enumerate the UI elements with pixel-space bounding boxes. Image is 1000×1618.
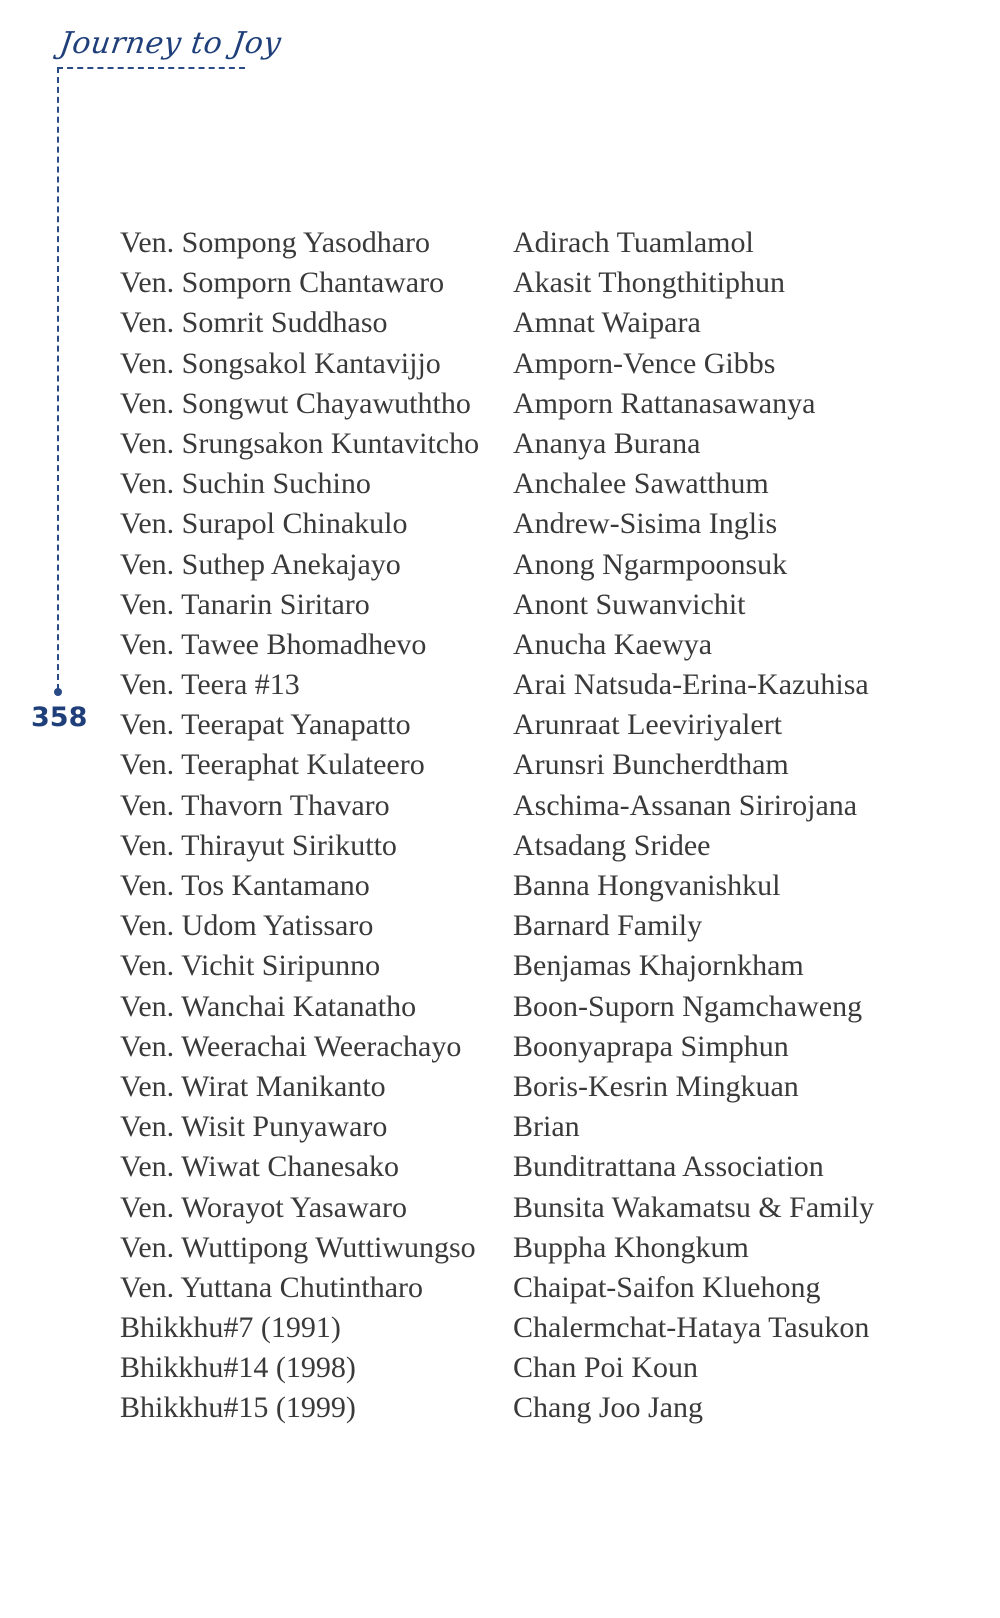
list-item: Ven. Tawee Bhomadhevo (120, 627, 427, 661)
list-item: Chang Joo Jang (513, 1391, 703, 1425)
list-item: Ven. Surapol Chinakulo (120, 507, 408, 541)
list-item: Bhikkhu#15 (1999) (120, 1391, 356, 1425)
list-item: Anont Suwanvichit (513, 587, 746, 621)
name-list-left-column (120, 223, 479, 1429)
list-item: Amporn-Vence Gibbs (513, 346, 776, 380)
list-item: Benjamas Khajornkham (513, 949, 804, 983)
list-item: Boonyaprapa Simphun (513, 1029, 789, 1063)
list-item: Chaipat-Saifon Kluehong (513, 1270, 821, 1304)
list-item: Andrew-Sisima Inglis (513, 507, 778, 541)
list-item: Chalermchat-Hataya Tasukon (513, 1311, 870, 1345)
list-item: Ven. Wanchai Katanatho (120, 989, 417, 1023)
list-item: Ven. Thirayut Sirikutto (120, 828, 397, 862)
list-item: Boon-Suporn Ngamchaweng (513, 989, 863, 1023)
list-item: Anucha Kaewya (513, 627, 713, 661)
list-item: Barnard Family (513, 909, 703, 943)
page-number: 358 (31, 702, 88, 733)
list-item: Ven. Srungsakon Kuntavitcho (120, 426, 480, 460)
list-item: Ven. Teerapat Yanapatto (120, 708, 411, 742)
guide-end-dot (54, 688, 62, 696)
list-item: Anong Ngarmpoonsuk (513, 547, 788, 581)
list-item: Ven. Somrit Suddhaso (120, 306, 388, 340)
list-item: Banna Hongvanishkul (513, 869, 781, 902)
name-list-right-column (513, 223, 874, 1429)
list-item: Brian (513, 1110, 580, 1144)
running-header-title: Journey to Joy (57, 26, 284, 61)
list-item: Ven. Wisit Punyawaro (120, 1110, 388, 1144)
list-item: Buppha Khongkum (513, 1230, 749, 1264)
list-item: Ven. Thavorn Thavaro (120, 788, 390, 822)
list-item: Ven. Suchin Suchino (120, 467, 371, 501)
list-item: Ven. Tanarin Siritaro (120, 587, 370, 621)
list-item: Ven. Teeraphat Kulateero (120, 748, 425, 782)
list-item: Aschima-Assanan Sirirojana (513, 788, 858, 822)
list-item: Bhikkhu#7 (1991) (120, 1311, 341, 1345)
list-item: Boris-Kesrin Mingkuan (513, 1069, 799, 1103)
list-item: Atsadang Sridee (513, 828, 711, 862)
list-item: Ananya Burana (513, 426, 701, 460)
list-item: Ven. Suthep Anekajayo (120, 547, 401, 581)
list-item: Amporn Rattanasawanya (513, 386, 816, 420)
list-item: Ven. Songsakol Kantavijjo (120, 346, 441, 380)
list-item: Ven. Somporn Chantawaro (120, 266, 445, 300)
list-item: Bunsita Wakamatsu & Family (513, 1190, 875, 1224)
list-item: Ven. Worayot Yasawaro (120, 1190, 407, 1224)
list-item: Amnat Waipara (513, 306, 701, 340)
list-item: Ven. Songwut Chayawuththo (120, 386, 471, 420)
list-item: Ven. Wirat Manikanto (120, 1069, 386, 1103)
list-item: Bunditrattana Association (513, 1150, 824, 1184)
list-item: Ven. Vichit Siripunno (120, 949, 381, 983)
list-item: Anchalee Sawatthum (513, 467, 769, 501)
dashed-guide-vertical (57, 67, 59, 690)
list-item: Ven. Wiwat Chanesako (120, 1150, 400, 1184)
list-item: Ven. Wuttipong Wuttiwungso (120, 1230, 476, 1264)
list-item: Arunsri Buncherdtham (513, 748, 789, 782)
list-item: Arai Natsuda-Erina-Kazuhisa (513, 668, 869, 702)
list-item: Ven. Yuttana Chutintharo (120, 1270, 424, 1304)
list-item: Ven. Sompong Yasodharo (120, 226, 431, 259)
list-item: Chan Poi Koun (513, 1351, 699, 1385)
list-item: Ven. Weerachai Weerachayo (120, 1029, 462, 1063)
list-item: Ven. Teera #13 (120, 668, 300, 702)
list-item: Bhikkhu#14 (1998) (120, 1351, 356, 1385)
list-item: Ven. Tos Kantamano (120, 869, 370, 902)
list-item: Adirach Tuamlamol (513, 226, 754, 259)
list-item: Arunraat Leeviriyalert (513, 708, 783, 742)
list-item: Akasit Thongthitiphun (513, 266, 785, 300)
list-item: Ven. Udom Yatissaro (120, 909, 374, 943)
dashed-guide-horizontal (57, 67, 245, 69)
